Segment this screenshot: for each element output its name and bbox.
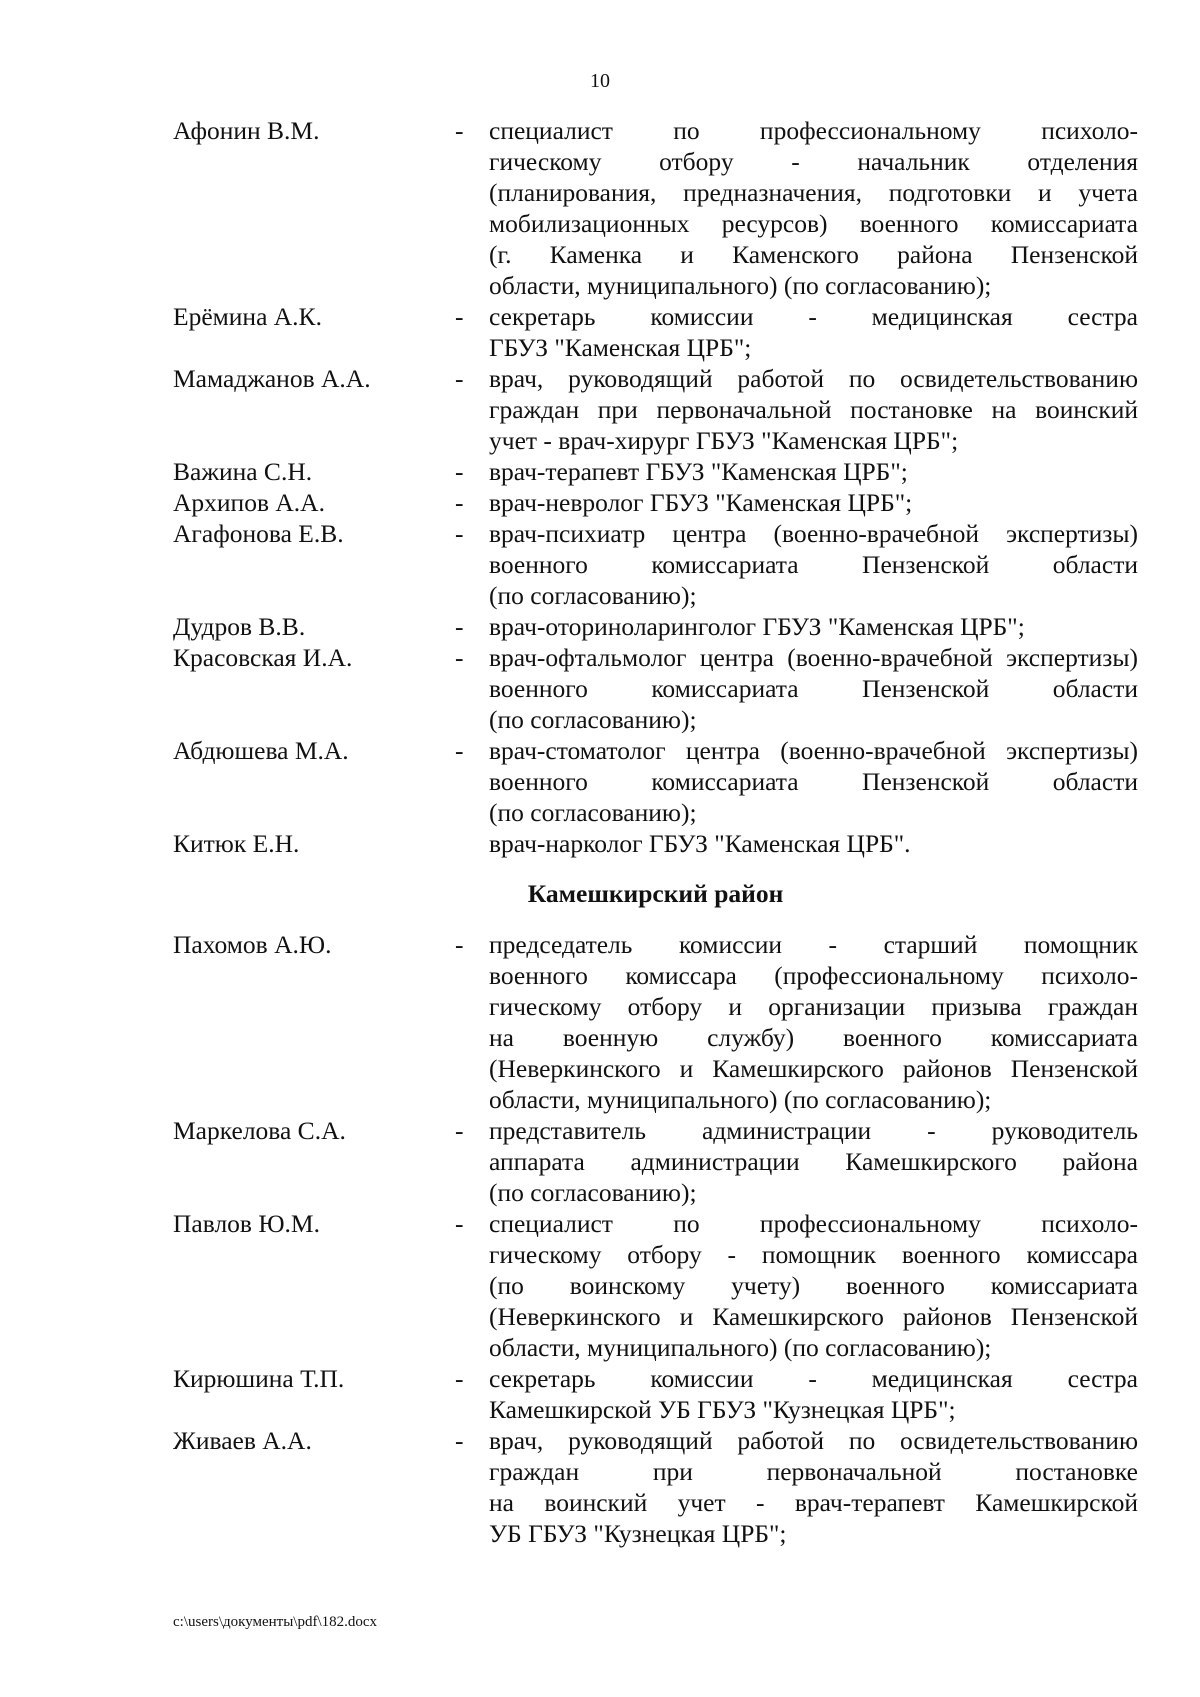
role-line: (г. Каменка и Каменского района Пензенской	[489, 240, 1138, 269]
member-name: Абдюшева М.А.	[173, 736, 349, 765]
member-row	[173, 115, 1138, 301]
dash-separator: -	[455, 364, 464, 393]
role-line: (планирования, предназначения, подготовки и учета	[489, 178, 1138, 207]
member-role	[489, 487, 1138, 518]
role-line: УБ ГБУЗ "Кузнецкая ЦРБ";	[489, 1519, 787, 1548]
member-name: Китюк Е.Н.	[173, 829, 300, 858]
dash-separator: -	[455, 1426, 464, 1455]
commission-members-list-kameshkir	[173, 929, 1138, 1549]
role-line: секретарь комиссии - медицинская сестра	[489, 1364, 1138, 1393]
member-role	[489, 1425, 1138, 1549]
dash-separator: -	[455, 488, 464, 517]
member-name: Ерёмина А.К.	[173, 302, 322, 331]
member-role	[489, 1363, 1138, 1425]
role-line: врач-оториноларинголог ГБУЗ "Каменская ЦРБ";	[489, 612, 1025, 641]
role-line: секретарь комиссии - медицинская сестра	[489, 302, 1138, 331]
member-role	[489, 929, 1138, 1115]
role-line: аппарата администрации Камешкирского района	[489, 1147, 1138, 1176]
dash-separator: -	[455, 930, 464, 959]
member-role	[489, 1208, 1138, 1363]
member-role	[489, 735, 1138, 828]
member-name: Дудров В.В.	[173, 612, 306, 641]
dash-separator: -	[455, 1209, 464, 1238]
dash-separator	[455, 828, 489, 859]
role-line: области, муниципального) (по согласованию);	[489, 271, 992, 300]
role-line: (по согласованию);	[489, 581, 697, 610]
member-row	[173, 487, 1138, 518]
member-row	[173, 456, 1138, 487]
member-row	[173, 1208, 1138, 1363]
role-line: ГБУЗ "Каменская ЦРБ";	[489, 333, 752, 362]
role-line: врач, руководящий работой по освидетельствованию	[489, 1426, 1138, 1455]
role-line: специалист по профессиональному психоло-	[489, 1209, 1138, 1238]
role-line: врач, руководящий работой по освидетельствованию	[489, 364, 1138, 393]
role-line: на военную службу) военного комиссариата	[489, 1023, 1138, 1052]
dash-separator: -	[455, 612, 464, 641]
role-line: учет - врач-хирург ГБУЗ "Каменская ЦРБ";	[489, 426, 959, 455]
document-body	[173, 115, 1138, 1549]
role-line: врач-офтальмолог центра (военно-врачебной экспертизы)	[489, 643, 1138, 672]
member-row	[173, 1425, 1138, 1549]
commission-members-list-kamenka	[173, 115, 1138, 859]
member-row	[173, 1363, 1138, 1425]
role-line: военного комиссариата Пензенской области	[489, 674, 1138, 703]
role-line: специалист по профессиональному психоло-	[489, 116, 1138, 145]
member-name: Живаев А.А.	[173, 1426, 312, 1455]
role-line: врач-терапевт ГБУЗ "Каменская ЦРБ";	[489, 457, 908, 486]
member-role	[489, 301, 1138, 363]
role-line: (по согласованию);	[489, 705, 697, 734]
member-role	[489, 518, 1138, 611]
member-name: Маркелова С.А.	[173, 1116, 346, 1145]
member-name: Павлов Ю.М.	[173, 1209, 320, 1238]
role-line: председатель комиссии - старший помощник	[489, 930, 1138, 959]
member-name: Мамаджанов А.А.	[173, 364, 371, 393]
role-line: представитель администрации - руководитель	[489, 1116, 1138, 1145]
role-line: (по согласованию);	[489, 798, 697, 827]
role-line: (Неверкинского и Камешкирского районов Пензенской	[489, 1054, 1138, 1083]
member-name: Красовская И.А.	[173, 643, 353, 672]
section-heading: Камешкирский район	[527, 879, 784, 908]
page-number: 10	[590, 70, 610, 92]
member-role	[489, 363, 1138, 456]
member-row	[173, 1115, 1138, 1208]
role-line: мобилизационных ресурсов) военного комиссариата	[489, 209, 1138, 238]
member-role	[489, 642, 1138, 735]
member-role	[489, 611, 1138, 642]
member-row	[173, 642, 1138, 735]
role-line: граждан при первоначальной постановке на воинский	[489, 395, 1138, 424]
member-role	[489, 115, 1138, 301]
member-row	[173, 611, 1138, 642]
member-role	[489, 1115, 1138, 1208]
role-line: области, муниципального) (по согласованию);	[489, 1085, 992, 1114]
role-line: (Неверкинского и Камешкирского районов Пензенской	[489, 1302, 1138, 1331]
member-role	[489, 828, 1138, 859]
dash-separator: -	[455, 736, 464, 765]
member-row	[173, 929, 1138, 1115]
role-line: врач-психиатр центра (военно-врачебной экспертизы)	[489, 519, 1138, 548]
role-line: врач-стоматолог центра (военно-врачебной экспертизы)	[489, 736, 1138, 765]
dash-separator: -	[455, 457, 464, 486]
role-line: (по воинскому учету) военного комиссариата	[489, 1271, 1138, 1300]
member-row	[173, 735, 1138, 828]
role-line: военного комиссара (профессиональному психоло-	[489, 961, 1138, 990]
dash-separator: -	[455, 643, 464, 672]
role-line: гическому отбору и организации призыва граждан	[489, 992, 1138, 1021]
member-name: Архипов А.А.	[173, 488, 325, 517]
role-line: гическому отбору - помощник военного комиссара	[489, 1240, 1138, 1269]
role-line: военного комиссариата Пензенской области	[489, 550, 1138, 579]
dash-separator: -	[455, 519, 464, 548]
role-line: врач-нарколог ГБУЗ "Каменская ЦРБ".	[489, 829, 911, 858]
dash-separator: -	[455, 116, 464, 145]
member-name: Агафонова Е.В.	[173, 519, 344, 548]
dash-separator: -	[455, 302, 464, 331]
role-line: (по согласованию);	[489, 1178, 697, 1207]
member-name: Афонин В.М.	[173, 116, 320, 145]
role-line: граждан при первоначальной постановке	[489, 1457, 1138, 1486]
member-name: Пахомов А.Ю.	[173, 930, 332, 959]
dash-separator: -	[455, 1364, 464, 1393]
member-row	[173, 518, 1138, 611]
role-line: Камешкирской УБ ГБУЗ "Кузнецкая ЦРБ";	[489, 1395, 956, 1424]
dash-separator: -	[455, 1116, 464, 1145]
role-line: области, муниципального) (по согласованию);	[489, 1333, 992, 1362]
member-row	[173, 828, 1138, 859]
file-path-footer: c:\users\документы\pdf\182.docx	[173, 1614, 378, 1630]
member-row	[173, 301, 1138, 363]
role-line: врач-невролог ГБУЗ "Каменская ЦРБ";	[489, 488, 913, 517]
role-line: гическому отбору - начальник отделения	[489, 147, 1138, 176]
member-name: Важина С.Н.	[173, 457, 313, 486]
member-row	[173, 363, 1138, 456]
role-line: на воинский учет - врач-терапевт Камешкирской	[489, 1488, 1138, 1517]
role-line: военного комиссариата Пензенской области	[489, 767, 1138, 796]
member-role	[489, 456, 1138, 487]
member-name: Кирюшина Т.П.	[173, 1364, 345, 1393]
